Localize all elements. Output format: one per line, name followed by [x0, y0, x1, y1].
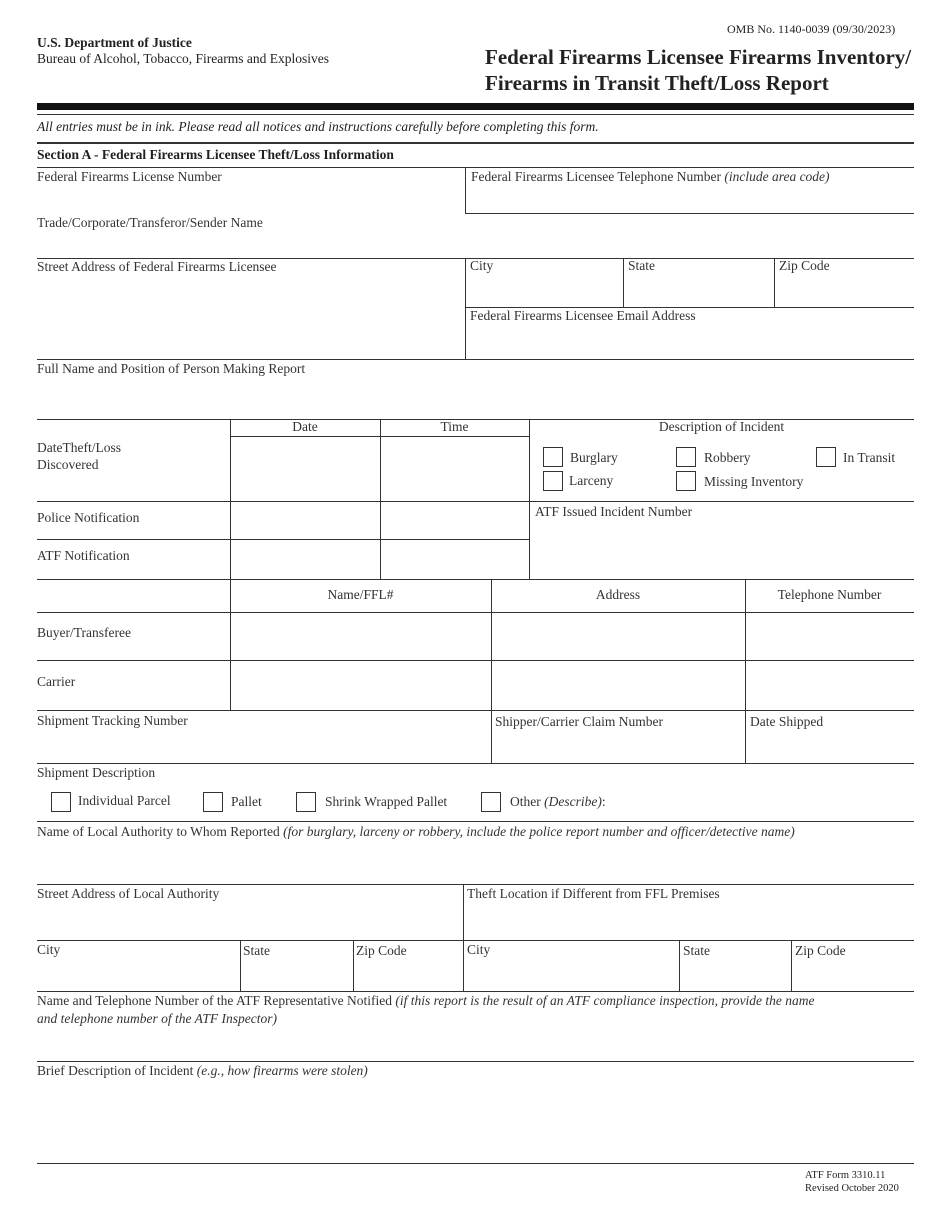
burglary-label: Burglary	[570, 450, 618, 465]
missing-inventory-label: Missing Inventory	[704, 474, 804, 489]
telephone-label-text: Federal Firearms Licensee Telephone Number	[471, 169, 721, 184]
authority-state-label: State	[243, 943, 270, 958]
pallet-checkbox[interactable]	[203, 792, 223, 812]
discovered-time-field[interactable]	[381, 437, 529, 501]
authority-street-label: Street Address of Local Authority	[37, 886, 220, 901]
atf-representative-text: Name and Telephone Number of the ATF Representative Notified	[37, 993, 392, 1008]
time-header: Time	[440, 419, 469, 434]
form-revision: Revised October 2020	[805, 1183, 899, 1194]
robbery-checkbox[interactable]	[676, 447, 696, 467]
atf-representative-note-cont: and telephone number of the ATF Inspector)	[37, 1011, 277, 1026]
authority-zip-label: Zip Code	[356, 943, 407, 958]
robbery-label: Robbery	[704, 450, 751, 465]
pallet-label: Pallet	[231, 794, 262, 809]
claim-number-label: Shipper/Carrier Claim Number	[495, 714, 663, 729]
other-note: (Describe)	[544, 794, 602, 809]
local-authority-name-text: Name of Local Authority to Whom Reported	[37, 824, 280, 839]
police-notification-label: Police Notification	[37, 510, 140, 525]
email-label: Federal Firearms Licensee Email Address	[470, 308, 696, 323]
name-ffl-header: Name/FFL#	[327, 587, 394, 602]
discovered-label-line1: DateTheft/Loss	[37, 440, 121, 455]
shrink-wrapped-pallet-label: Shrink Wrapped Pallet	[325, 794, 448, 809]
trade-name-label: Trade/Corporate/Transferor/Sender Name	[37, 215, 263, 230]
atf-time-field[interactable]	[381, 540, 529, 579]
brief-description-label	[37, 1063, 368, 1079]
person-reporting-label: Full Name and Position of Person Making Report	[37, 361, 306, 376]
date-header: Date	[292, 419, 318, 434]
shipment-description-label: Shipment Description	[37, 765, 156, 780]
street-address-label: Street Address of Federal Firearms Licensee	[37, 259, 277, 274]
other-description-field[interactable]	[615, 788, 914, 820]
theft-city-field[interactable]	[464, 941, 679, 991]
form-number: ATF Form 3310.11	[805, 1170, 886, 1181]
header-thick-rule	[37, 103, 914, 110]
rule	[37, 142, 914, 144]
individual-parcel-checkbox[interactable]	[51, 792, 71, 812]
department-name: U.S. Department of Justice	[37, 35, 192, 50]
rule	[37, 579, 914, 580]
atf-incident-number-label: ATF Issued Incident Number	[535, 504, 693, 519]
brief-description-note: (e.g., how firearms were stolen)	[196, 1063, 368, 1078]
buyer-label: Buyer/Transferee	[37, 625, 131, 640]
in-transit-label: In Transit	[843, 450, 896, 465]
carrier-name-field[interactable]	[231, 661, 491, 710]
carrier-label: Carrier	[37, 674, 76, 689]
zip-label: Zip Code	[779, 258, 830, 273]
telephone-header: Telephone Number	[777, 587, 882, 602]
instructions: All entries must be in ink. Please read all notices and instructions carefully before completing this form.	[37, 119, 599, 134]
atf-date-field[interactable]	[231, 540, 380, 579]
discovered-label-line2: Discovered	[37, 457, 99, 472]
rule	[37, 763, 914, 764]
other-label	[510, 794, 606, 810]
description-header: Description of Incident	[658, 419, 785, 434]
larceny-checkbox[interactable]	[543, 471, 563, 491]
omb-number: OMB No. 1140-0039 (09/30/2023)	[727, 22, 896, 36]
buyer-telephone-field[interactable]	[746, 613, 914, 660]
theft-city-label: City	[467, 942, 491, 957]
burglary-checkbox[interactable]	[543, 447, 563, 467]
bureau-name: Bureau of Alcohol, Tobacco, Firearms and Explosives	[37, 51, 329, 66]
local-authority-name-note: (for burglary, larceny or robbery, include the police report number and officer/detective name)	[283, 824, 795, 839]
individual-parcel-label: Individual Parcel	[78, 793, 171, 808]
address-header: Address	[595, 587, 641, 602]
other-colon: :	[601, 794, 606, 809]
theft-location-label: Theft Location if Different from FFL Premises	[467, 886, 720, 901]
tracking-number-label: Shipment Tracking Number	[37, 713, 188, 728]
buyer-name-field[interactable]	[231, 613, 491, 660]
state-label: State	[628, 258, 655, 273]
theft-zip-label: Zip Code	[795, 943, 846, 958]
telephone-note: (include area code)	[724, 169, 830, 184]
atf-representative-label	[37, 993, 815, 1009]
brief-description-text: Brief Description of Incident	[37, 1063, 194, 1078]
header-thin-rule	[37, 114, 914, 115]
buyer-address-field[interactable]	[492, 613, 745, 660]
carrier-telephone-field[interactable]	[746, 661, 914, 710]
telephone-label	[471, 169, 830, 185]
date-shipped-label: Date Shipped	[750, 714, 824, 729]
license-number-label: Federal Firearms License Number	[37, 169, 222, 184]
missing-inventory-checkbox[interactable]	[676, 471, 696, 491]
in-transit-checkbox[interactable]	[816, 447, 836, 467]
authority-city-field[interactable]	[37, 941, 240, 991]
carrier-address-field[interactable]	[492, 661, 745, 710]
police-date-field[interactable]	[231, 502, 380, 539]
larceny-label: Larceny	[569, 473, 614, 488]
atf-representative-note-line2	[37, 1011, 277, 1027]
form-title-line2: Firearms in Transit Theft/Loss Report	[485, 71, 829, 95]
shrink-wrapped-pallet-checkbox[interactable]	[296, 792, 316, 812]
police-time-field[interactable]	[381, 502, 529, 539]
discovered-date-field[interactable]	[231, 437, 380, 501]
theft-state-label: State	[683, 943, 710, 958]
authority-city-label: City	[37, 942, 61, 957]
local-authority-name-label	[37, 824, 795, 840]
section-a-heading: Section A - Federal Firearms Licensee Theft/Loss Information	[37, 147, 394, 162]
other-label-text: Other	[510, 794, 541, 809]
rule	[37, 1163, 914, 1164]
form-title-line1: Federal Firearms Licensee Firearms Inventory/	[485, 45, 912, 69]
atf-representative-note: (if this report is the result of an ATF compliance inspection, provide the name	[395, 993, 815, 1008]
other-checkbox[interactable]	[481, 792, 501, 812]
city-label: City	[470, 258, 494, 273]
atf-notification-label: ATF Notification	[37, 548, 130, 563]
